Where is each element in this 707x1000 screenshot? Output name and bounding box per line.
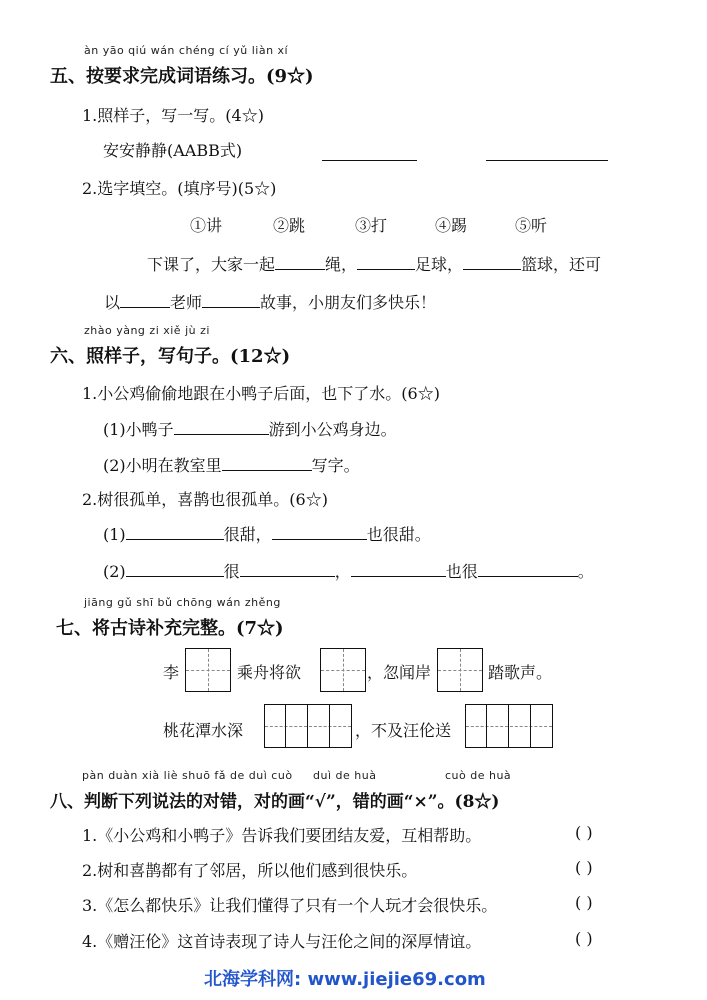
s6-pinyin: zhào yàng zi xiě jù zi (84, 324, 210, 337)
text: ， (334, 562, 351, 581)
text: 写字。 (311, 456, 360, 475)
text: (2)小明在教室里 (103, 456, 222, 475)
s5-pinyin: àn yāo qiú wán chéng cí yǔ liàn xí (84, 44, 289, 57)
s5-option: ④踢 (435, 216, 468, 235)
char-box[interactable] (185, 648, 231, 692)
blank[interactable] (275, 253, 325, 270)
judge-paren[interactable]: ( ) (575, 823, 593, 842)
poem-text: ，忽闻岸 (367, 663, 432, 682)
judge-item: 2.树和喜鹊都有了邻居，所以他们感到很快乐。 (82, 861, 418, 880)
judge-item: 3.《怎么都快乐》让我们懂得了只有一个人玩才会很快乐。 (82, 896, 498, 915)
blank[interactable] (202, 291, 260, 308)
s6-q1a (103, 417, 397, 440)
s5-answer-line-1[interactable] (322, 160, 417, 161)
s6-q1b (103, 453, 360, 476)
char-box-group[interactable] (465, 704, 553, 748)
char-box-group[interactable] (264, 704, 352, 748)
text: 很 (223, 562, 240, 581)
s5-q1: 1.照样子，写一写。(4☆) (82, 106, 264, 125)
s8-pinyin: pàn duàn xià liè shuō fǎ de duì cuò (82, 769, 293, 782)
text: 以 (104, 293, 121, 312)
judge-paren[interactable]: ( ) (575, 858, 593, 877)
text: 下课了，大家一起 (147, 255, 276, 274)
s8-pinyin: cuò de huà (445, 769, 512, 782)
s6-q2: 2.树很孤单，喜鹊也很孤单。(6☆) (82, 490, 328, 509)
poem-text: ，不及汪伦送 (355, 721, 452, 740)
text: 也很甜。 (366, 525, 431, 544)
blank[interactable] (351, 560, 446, 577)
poem-text: 桃花潭水深 (163, 721, 244, 740)
text: (1)小鸭子 (103, 420, 174, 439)
s5-option: ③打 (355, 216, 388, 235)
s5-option: ①讲 (190, 216, 223, 235)
s5-answer-line-2[interactable] (486, 160, 608, 161)
blank[interactable] (174, 418, 269, 435)
char-box[interactable] (320, 648, 366, 692)
text: (1) (103, 525, 126, 544)
s8-pinyin: duì de huà (313, 769, 377, 782)
s5-option: ⑤听 (515, 216, 548, 235)
blank[interactable] (120, 291, 170, 308)
blank[interactable] (126, 560, 224, 577)
blank[interactable] (240, 560, 335, 577)
judge-item: 4.《赠汪伦》这首诗表现了诗人与汪伦之间的深厚情谊。 (82, 932, 482, 951)
text: 故事，小朋友们多快乐！ (260, 293, 437, 312)
poem-text: 踏歌声。 (488, 663, 553, 682)
blank[interactable] (357, 253, 415, 270)
s5-fill-line1 (147, 252, 601, 275)
s5-q2: 2.选字填空。(填序号)(5☆) (82, 179, 277, 198)
s5-option: ②跳 (273, 216, 306, 235)
s7-title: 七、将古诗补充完整。(7☆) (56, 618, 284, 639)
poem-text: 乘舟将欲 (237, 663, 302, 682)
text: 也很 (445, 562, 478, 581)
blank[interactable] (126, 523, 224, 540)
footer-watermark: 北海学科网: www.jiejie69.com (204, 969, 486, 990)
text: 绳， (325, 255, 358, 274)
s5-fill-line2 (104, 290, 436, 313)
judge-paren[interactable]: ( ) (575, 929, 593, 948)
judge-item: 1.《小公鸡和小鸭子》告诉我们要团结友爱，互相帮助。 (82, 826, 482, 845)
text: 老师 (170, 293, 203, 312)
text: 。 (577, 562, 594, 581)
s5-example: 安安静静(AABB式) (103, 141, 243, 160)
text: 篮球，还可 (521, 255, 602, 274)
char-box[interactable] (437, 648, 483, 692)
judge-paren[interactable]: ( ) (575, 893, 593, 912)
blank[interactable] (272, 523, 367, 540)
text: (2) (103, 562, 126, 581)
poem-text: 李 (163, 663, 180, 682)
s5-title: 五、按要求完成词语练习。(9☆) (50, 66, 314, 87)
s6-title: 六、照样子，写句子。(12☆) (50, 346, 291, 367)
blank[interactable] (222, 454, 312, 471)
s6-q1: 1.小公鸡偷偷地跟在小鸭子后面，也下了水。(6☆) (82, 384, 440, 403)
text: 很甜， (223, 525, 272, 544)
s6-q2b (103, 559, 594, 582)
blank[interactable] (463, 253, 521, 270)
s7-pinyin: jiāng gǔ shī bǔ chōng wán zhěng (84, 596, 281, 609)
text: 足球， (415, 255, 464, 274)
text: 游到小公鸡身边。 (268, 420, 397, 439)
blank[interactable] (478, 560, 578, 577)
s6-q2a (103, 522, 431, 545)
s8-title: 八、判断下列说法的对错，对的画“√”，错的画“×”。(8☆) (50, 792, 500, 812)
